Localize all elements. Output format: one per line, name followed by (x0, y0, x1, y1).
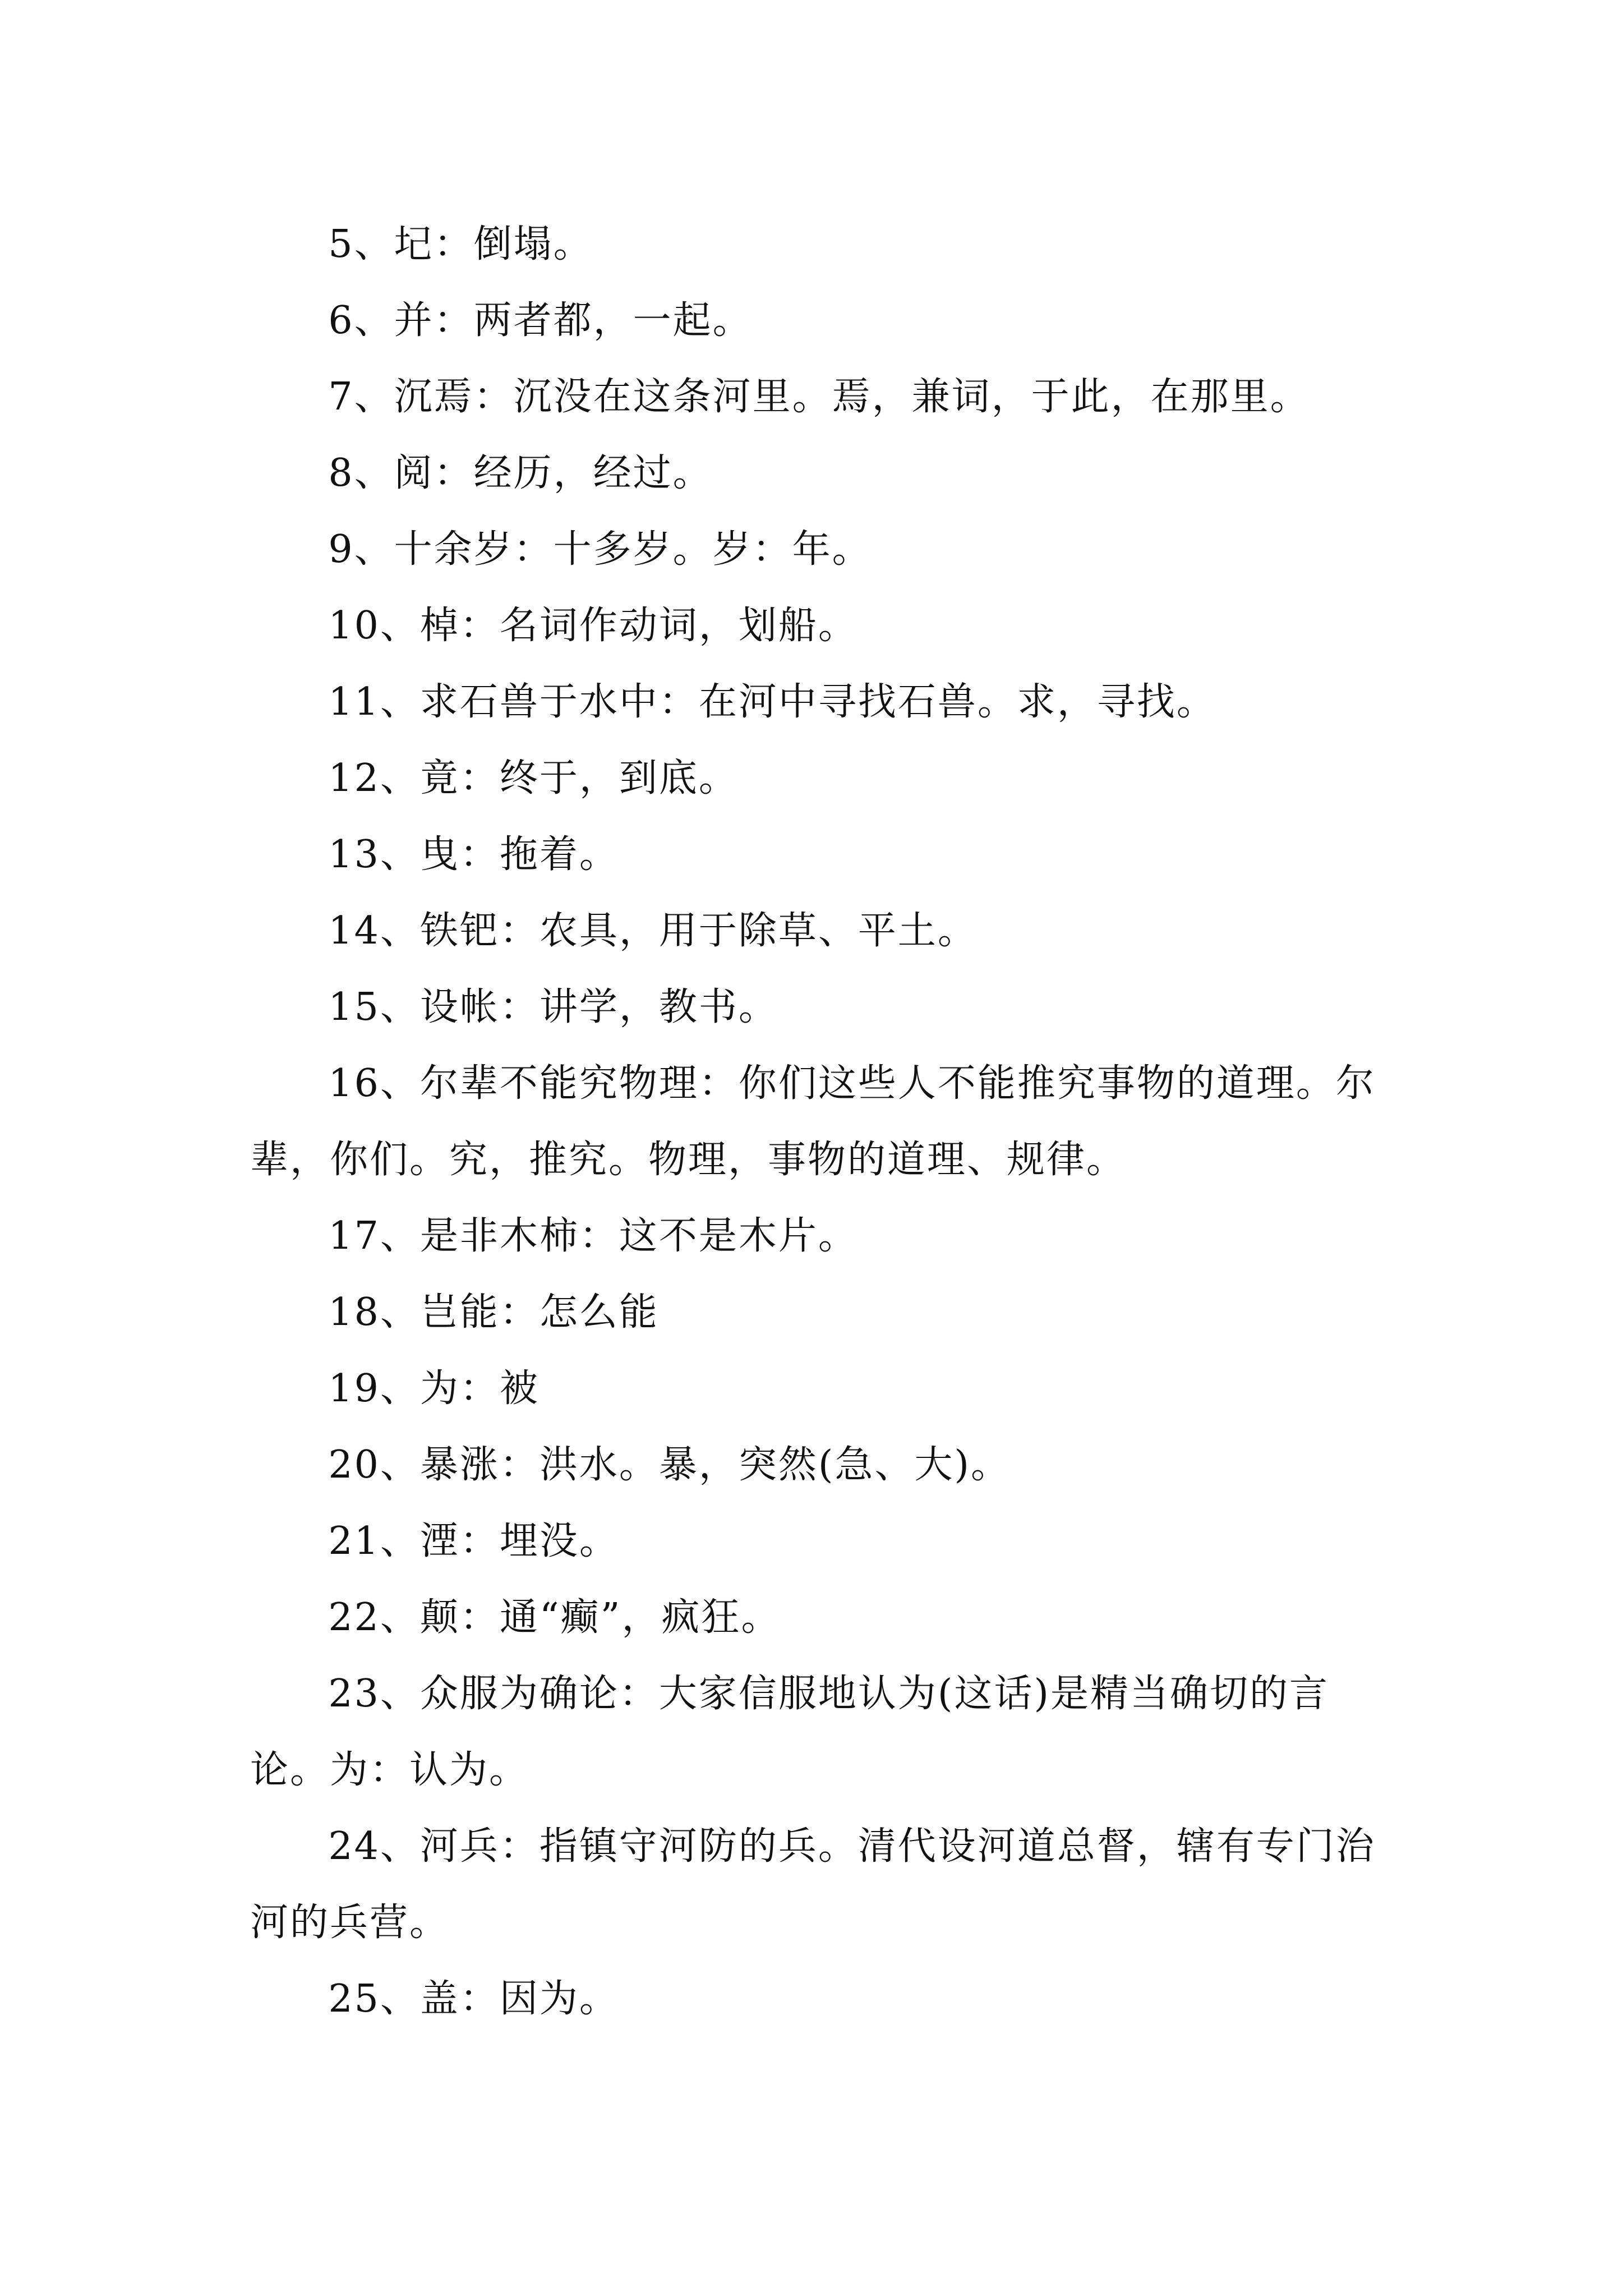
note-20: 20、暴涨：洪水。暴，突然(急、大)。 (328, 1443, 1011, 1487)
note-5: 5、圮：倒塌。 (328, 222, 593, 266)
annotation-list (250, 206, 1386, 2037)
note-7: 7、沉焉：沉没在这条河里。焉，兼词，于此，在那里。 (328, 375, 1310, 419)
note-16: 16、尔辈不能究物理：你们这些人不能推究事物的道理。尔辈，你们。究，推究。物理，事物的道理、规律。 (250, 1061, 1376, 1182)
note-25: 25、盖：因为。 (328, 1977, 619, 2021)
note-17: 17、是非木柿：这不是木片。 (328, 1214, 858, 1258)
note-14: 14、铁钯：农具，用于除草、平土。 (328, 909, 978, 953)
note-13: 13、曳：拖着。 (328, 832, 619, 877)
note-19: 19、为：被 (328, 1366, 540, 1411)
note-8: 8、阅：经历，经过。 (328, 451, 713, 495)
note-12: 12、竟：终于，到底。 (328, 756, 739, 800)
note-9: 9、十余岁：十多岁。岁：年。 (328, 527, 872, 572)
note-21: 21、湮：埋没。 (328, 1519, 619, 1563)
note-24: 24、河兵：指镇守河防的兵。清代设河道总督，辖有专门治河的兵营。 (250, 1824, 1376, 1945)
note-6: 6、并：两者都，一起。 (328, 298, 753, 343)
note-23: 23、众服为确论：大家信服地认为(这话)是精当确切的言论。为：认为。 (250, 1672, 1329, 1792)
note-11: 11、求石兽于水中：在河中寻找石兽。求，寻找。 (328, 680, 1216, 724)
note-18: 18、岂能：怎么能 (328, 1290, 659, 1335)
note-10: 10、棹：名词作动词，划船。 (328, 604, 858, 648)
note-22: 22、颠：通“癫”，疯狂。 (328, 1595, 781, 1640)
note-15: 15、设帐：讲学，教书。 (328, 985, 778, 1029)
